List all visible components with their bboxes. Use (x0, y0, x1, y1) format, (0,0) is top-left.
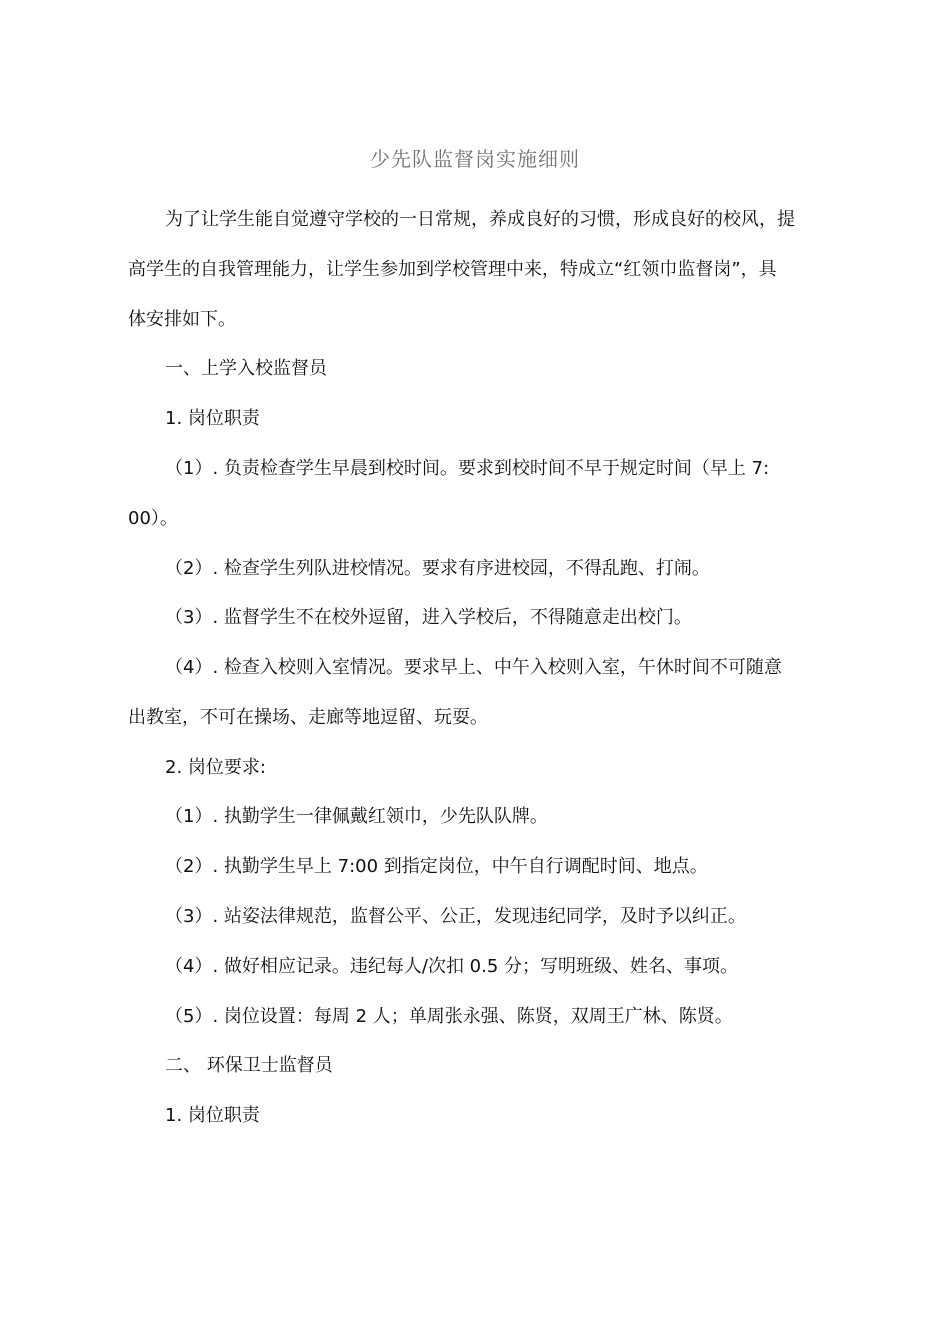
duty-item-1-line-2: 00）。 (128, 508, 178, 529)
duty-item-1-line-1: （1）. 负责检查学生早晨到校时间。要求到校时间不早于规定时间（早上 7: (165, 458, 770, 479)
subsection-heading-duties: 1. 岗位职责 (165, 408, 260, 429)
duty-item-4-line-2: 出教室，不可在操场、走廊等地逗留、玩耍。 (128, 707, 488, 728)
requirement-item-5: （5）. 岗位设置：每周 2 人；单周张永强、陈贤，双周王广林、陈贤。 (165, 1006, 733, 1027)
requirement-item-2: （2）. 执勤学生早上 7:00 到指定岗位，中午自行调配时间、地点。 (165, 856, 708, 877)
intro-paragraph-line-2: 高学生的自我管理能力，让学生参加到学校管理中来，特成立“红领巾监督岗”，具 (128, 259, 777, 280)
duty-item-2: （2）. 检查学生列队进校情况。要求有序进校园，不得乱跑、打闹。 (165, 558, 710, 579)
requirement-item-1: （1）. 执勤学生一律佩戴红领巾，少先队队牌。 (165, 806, 548, 827)
duty-item-4-line-1: （4）. 检查入校则入室情况。要求早上、中午入校则入室，午休时间不可随意 (165, 657, 782, 678)
section-heading-2: 二、 环保卫士监督员 (165, 1055, 333, 1076)
intro-paragraph-line-3: 体安排如下。 (128, 309, 236, 330)
requirement-item-3: （3）. 站姿法律规范，监督公平、公正，发现违纪同学，及时予以纠正。 (165, 906, 746, 927)
duty-item-3: （3）. 监督学生不在校外逗留，进入学校后，不得随意走出校门。 (165, 607, 692, 628)
document-title: 少先队监督岗实施细则 (370, 147, 580, 171)
intro-paragraph-line-1: 为了让学生能自觉遵守学校的一日常规，养成良好的习惯，形成良好的校风，提 (165, 209, 795, 230)
section-heading-1: 一、上学入校监督员 (165, 358, 327, 379)
requirement-item-4: （4）. 做好相应记录。违纪每人/次扣 0.5 分；写明班级、姓名、事项。 (165, 956, 739, 977)
subsection-heading-requirements: 2. 岗位要求: (165, 757, 266, 778)
subsection-heading-duties-2: 1. 岗位职责 (165, 1105, 260, 1126)
